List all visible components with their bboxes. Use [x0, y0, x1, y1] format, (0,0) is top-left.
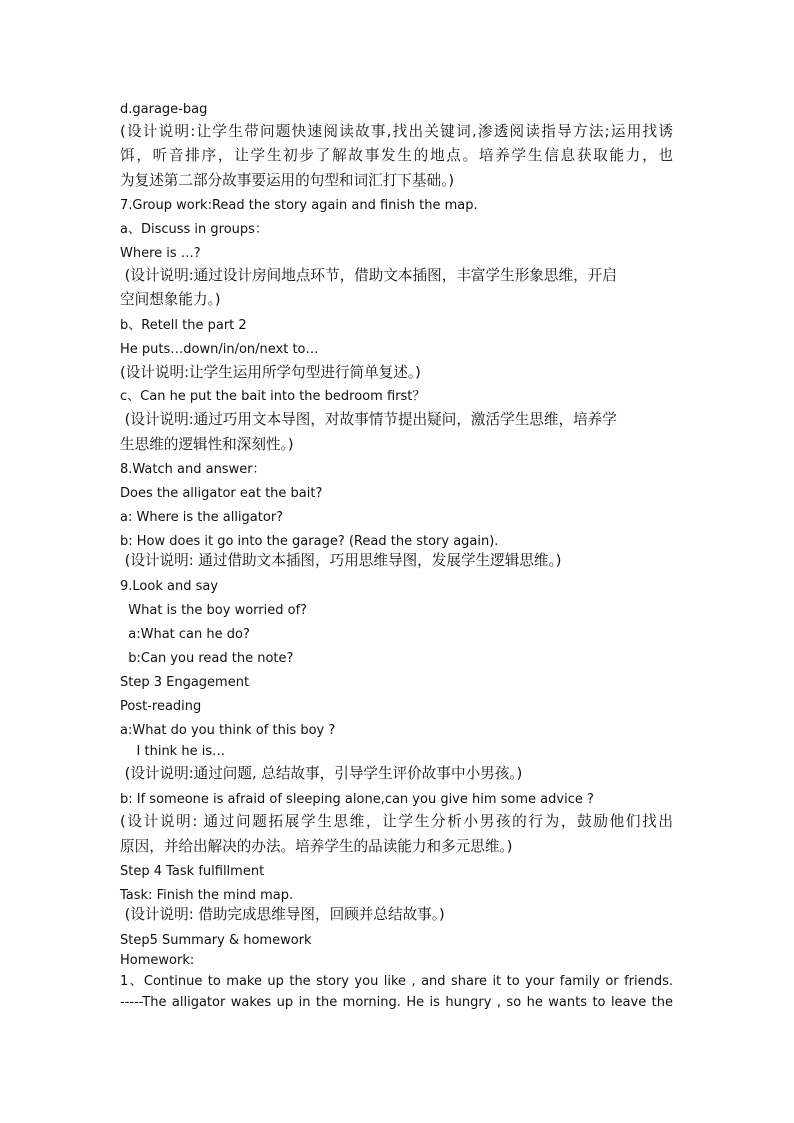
text-line: Step 3 Engagement	[120, 675, 250, 690]
text-line: a:What can he do?	[120, 627, 250, 642]
text-line: -----The alligator wakes up in the morning. He is hungry , so he wants to leave the	[120, 995, 673, 1010]
text-line: c、Can he put the bait into the bedroom first？	[120, 389, 426, 404]
text-line: b:Can you read the note?	[120, 651, 294, 666]
text-line: Step5 Summary & homework	[120, 933, 312, 948]
text-line: (设计说明:通过设计房间地点环节，借助文本插图，丰富学生形象思维，开启	[120, 267, 617, 284]
text-line: (设计说明: 通过问题拓展学生思维，让学生分析小男孩的行为，鼓励他们找出	[120, 813, 673, 830]
text-line: 7.Group work:Read the story again and finish the map.	[120, 198, 478, 213]
text-line: I think he is…	[120, 744, 226, 759]
text-line: d.garage-bag	[120, 102, 208, 117]
text-line: (设计说明:通过问题, 总结故事，引导学生评价故事中小男孩。)	[120, 765, 523, 782]
text-line: Task: Finish the mind map.	[120, 888, 294, 903]
text-line: (设计说明:让学生运用所学句型进行简单复述。)	[120, 364, 421, 381]
text-line: Does the alligator eat the bait?	[120, 486, 323, 501]
text-line: a:What do you think of this boy ?	[120, 723, 336, 738]
text-line: b: If someone is afraid of sleeping alone,can you give him some advice ?	[120, 792, 594, 807]
text-line: b: How does it go into the garage? (Read the story again).	[120, 534, 499, 549]
text-line: b、Retell the part 2	[120, 318, 247, 333]
text-line: What is the boy worried of?	[120, 603, 308, 618]
text-line: Where is …?	[120, 246, 201, 261]
text-line: a: Where is the alligator?	[120, 510, 284, 525]
text-line: 1、Continue to make up the story you like , and share it to your family or friends.	[120, 974, 673, 989]
text-line: Homework:	[120, 953, 195, 968]
text-line: Post-reading	[120, 699, 202, 714]
text-line: 空间想象能力。)	[120, 291, 221, 308]
text-line: (设计说明:通过巧用文本导图，对故事情节提出疑问，激活学生思维，培养学	[120, 411, 617, 428]
text-line: He puts…down/in/on/next to…	[120, 342, 319, 357]
text-line: 原因，并给出解决的办法。培养学生的品读能力和多元思维。)	[120, 838, 513, 855]
text-line: 生思维的逻辑性和深刻性。)	[120, 436, 294, 453]
text-line: (设计说明: 借助完成思维导图，回顾并总结故事。)	[120, 906, 445, 923]
text-line: 饵，听音排序，让学生初步了解故事发生的地点。培养学生信息获取能力，也	[120, 147, 673, 164]
text-line: a、Discuss in groups：	[120, 222, 268, 237]
text-line: (设计说明:让学生带问题快速阅读故事,找出关键词,渗透阅读指导方法;运用找诱	[120, 123, 673, 140]
text-line: (设计说明: 通过借助文本插图，巧用思维导图，发展学生逻辑思维。)	[120, 552, 562, 569]
text-line: 9.Look and say	[120, 579, 219, 594]
text-line: Step 4 Task fulfillment	[120, 864, 265, 879]
text-line: 8.Watch and answer：	[120, 462, 266, 477]
text-line: 为复述第二部分故事要运用的句型和词汇打下基础。)	[120, 172, 455, 189]
